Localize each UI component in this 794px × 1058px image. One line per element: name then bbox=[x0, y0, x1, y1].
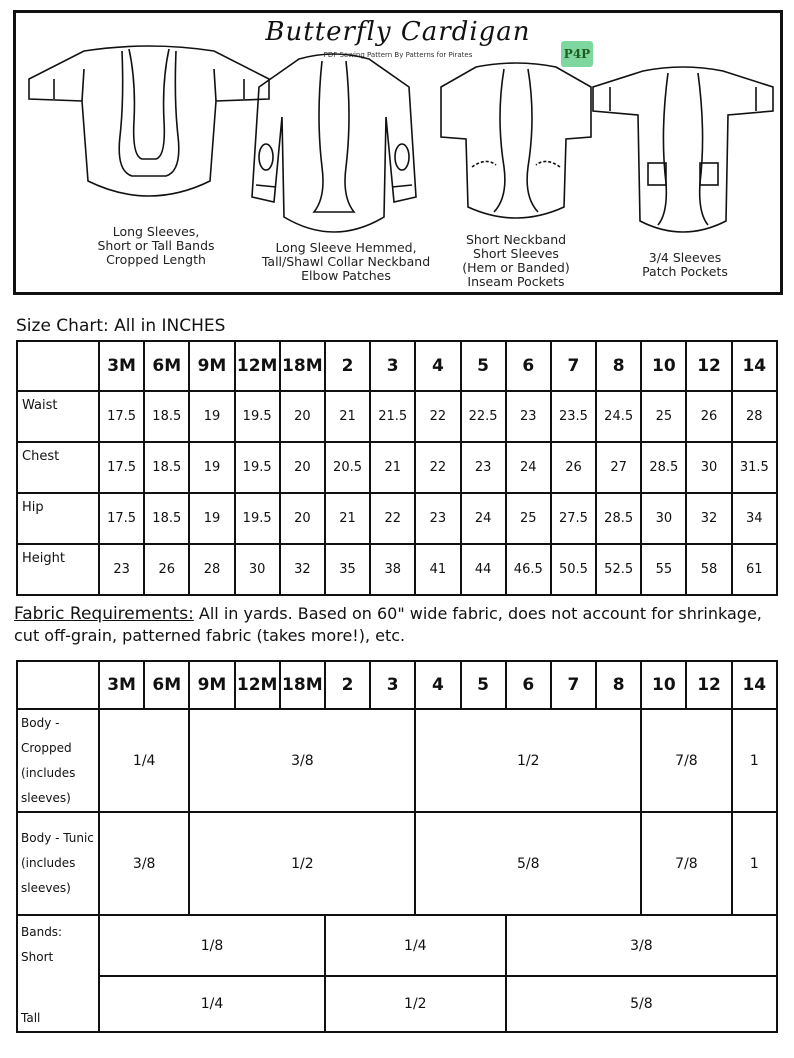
measure-cell: 24 bbox=[506, 442, 551, 493]
measure-cell: 30 bbox=[686, 442, 731, 493]
measure-cell: 32 bbox=[686, 493, 731, 544]
yardage-cell: 1/2 bbox=[325, 976, 506, 1032]
measure-cell: 23 bbox=[461, 442, 506, 493]
measure-cell: 22 bbox=[415, 391, 460, 442]
view-caption-1: Long Sleeves, Short or Tall Bands Cropped Length bbox=[97, 224, 215, 267]
measure-cell: 31.5 bbox=[732, 442, 777, 493]
measure-cell: 27.5 bbox=[551, 493, 596, 544]
measure-cell: 50.5 bbox=[551, 544, 596, 595]
measure-cell: 17.5 bbox=[99, 493, 144, 544]
yardage-cell: 7/8 bbox=[641, 812, 731, 915]
yardage-cell: 1 bbox=[732, 812, 777, 915]
size-header-cell: 10 bbox=[641, 661, 686, 709]
size-header-cell: 12M bbox=[235, 341, 280, 391]
logo-text: P4P bbox=[563, 47, 591, 61]
size-header-cell: 3M bbox=[99, 341, 144, 391]
bands-tall-label: Tall bbox=[21, 1011, 41, 1025]
measure-cell: 38 bbox=[370, 544, 415, 595]
body-tunic-row bbox=[17, 812, 777, 915]
size-header-cell: 6M bbox=[144, 661, 189, 709]
measure-cell: 20 bbox=[280, 391, 325, 442]
measure-cell: 55 bbox=[641, 544, 686, 595]
measure-cell: 19 bbox=[189, 442, 234, 493]
size-header-cell: 9M bbox=[189, 661, 234, 709]
fabric-requirements-heading bbox=[14, 603, 784, 647]
yardage-cell: 1 bbox=[732, 709, 777, 812]
hip-row bbox=[17, 493, 777, 544]
size-header-cell: 3 bbox=[370, 661, 415, 709]
size-header-cell: 10 bbox=[641, 341, 686, 391]
fabric-note: All in yards. Based on 60" wide fabric, does not account for shrinkage, cut off-grain, patterned fabric (takes more!), etc. bbox=[14, 604, 762, 645]
measure-cell: 18.5 bbox=[144, 493, 189, 544]
measure-cell: 30 bbox=[641, 493, 686, 544]
size-chart-heading: Size Chart: All in INCHES bbox=[16, 316, 226, 336]
measure-cell: 24 bbox=[461, 493, 506, 544]
bands-tall-row bbox=[17, 976, 777, 1032]
row-label-bands bbox=[17, 915, 99, 1032]
measure-cell: 28.5 bbox=[596, 493, 641, 544]
height-row bbox=[17, 544, 777, 595]
chest-row bbox=[17, 442, 777, 493]
yardage-cell: 3/8 bbox=[189, 709, 415, 812]
measure-cell: 23.5 bbox=[551, 391, 596, 442]
size-header-cell: 12M bbox=[235, 661, 280, 709]
size-header-cell: 12 bbox=[686, 661, 731, 709]
row-label-hip: Hip bbox=[17, 493, 99, 544]
yardage-cell: 7/8 bbox=[641, 709, 731, 812]
row-label-chest: Chest bbox=[17, 442, 99, 493]
measure-cell: 21 bbox=[325, 493, 370, 544]
measure-cell: 28 bbox=[189, 544, 234, 595]
yardage-cell: 1/4 bbox=[99, 976, 325, 1032]
measure-cell: 20 bbox=[280, 442, 325, 493]
cardigan-sketch-short-sleeves bbox=[436, 57, 596, 227]
measure-cell: 28 bbox=[732, 391, 777, 442]
measure-cell: 30 bbox=[235, 544, 280, 595]
measure-cell: 19.5 bbox=[235, 391, 280, 442]
measure-cell: 41 bbox=[415, 544, 460, 595]
measure-cell: 17.5 bbox=[99, 442, 144, 493]
measure-cell: 19.5 bbox=[235, 493, 280, 544]
size-header-cell: 18M bbox=[280, 341, 325, 391]
view-caption-3: Short Neckband Short Sleeves (Hem or Banded) Inseam Pockets bbox=[462, 232, 570, 289]
yardage-cell: 3/8 bbox=[99, 812, 189, 915]
row-label-body-cropped: Body - Cropped (includes sleeves) bbox=[17, 709, 99, 812]
measure-cell: 61 bbox=[732, 544, 777, 595]
measure-cell: 26 bbox=[551, 442, 596, 493]
size-header-cell: 5 bbox=[461, 341, 506, 391]
measure-cell: 46.5 bbox=[506, 544, 551, 595]
pattern-subtitle: PDF Sewing Pattern By Patterns for Pirates bbox=[323, 51, 473, 59]
size-header-cell: 9M bbox=[189, 341, 234, 391]
measure-cell: 27 bbox=[596, 442, 641, 493]
size-header-cell: 4 bbox=[415, 661, 460, 709]
measure-cell: 19 bbox=[189, 493, 234, 544]
measure-cell: 58 bbox=[686, 544, 731, 595]
measure-cell: 26 bbox=[144, 544, 189, 595]
size-header-cell: 6M bbox=[144, 341, 189, 391]
body-cropped-row bbox=[17, 709, 777, 812]
size-header-cell: 3M bbox=[99, 661, 144, 709]
measure-cell: 21 bbox=[370, 442, 415, 493]
fabric-size-header-row bbox=[17, 661, 777, 709]
size-header-cell: 8 bbox=[596, 341, 641, 391]
bands-label: Bands: bbox=[21, 925, 63, 939]
yardage-cell: 1/4 bbox=[99, 709, 189, 812]
measure-cell: 26 bbox=[686, 391, 731, 442]
fabric-heading-label: Fabric Requirements: bbox=[14, 604, 194, 624]
yardage-cell: 5/8 bbox=[415, 812, 641, 915]
view-caption-4: 3/4 Sleeves Patch Pockets bbox=[642, 250, 728, 279]
row-label-waist: Waist bbox=[17, 391, 99, 442]
size-header-cell: 18M bbox=[280, 661, 325, 709]
row-label-height: Height bbox=[17, 544, 99, 595]
size-header-cell: 6 bbox=[506, 341, 551, 391]
yardage-cell: 1/2 bbox=[415, 709, 641, 812]
cardigan-sketch-long-sleeves-cropped bbox=[24, 41, 274, 211]
bands-short-label: Short bbox=[21, 950, 54, 964]
size-header-cell: 6 bbox=[506, 661, 551, 709]
measure-cell: 18.5 bbox=[144, 391, 189, 442]
measure-cell: 19 bbox=[189, 391, 234, 442]
yardage-cell: 1/8 bbox=[99, 915, 325, 976]
pattern-title: Butterfly Cardigan bbox=[265, 17, 531, 47]
size-header-cell: 2 bbox=[325, 341, 370, 391]
yardage-cell: 1/2 bbox=[189, 812, 415, 915]
measure-cell: 52.5 bbox=[596, 544, 641, 595]
measure-cell: 18.5 bbox=[144, 442, 189, 493]
waist-row bbox=[17, 391, 777, 442]
size-header-row bbox=[17, 341, 777, 391]
measure-cell: 17.5 bbox=[99, 391, 144, 442]
measure-cell: 23 bbox=[506, 391, 551, 442]
row-label-body-tunic: Body - Tunic (includes sleeves) bbox=[17, 812, 99, 915]
size-header-cell: 12 bbox=[686, 341, 731, 391]
measure-cell: 22 bbox=[370, 493, 415, 544]
bands-short-row bbox=[17, 915, 777, 976]
measure-cell: 44 bbox=[461, 544, 506, 595]
measure-cell: 28.5 bbox=[641, 442, 686, 493]
measure-cell: 19.5 bbox=[235, 442, 280, 493]
cardigan-sketch-long-sleeve-hemmed bbox=[244, 47, 424, 247]
measure-cell: 20 bbox=[280, 493, 325, 544]
header-corner-cell bbox=[17, 341, 99, 391]
size-header-cell: 2 bbox=[325, 661, 370, 709]
measure-cell: 32 bbox=[280, 544, 325, 595]
fabric-requirements-table bbox=[16, 660, 778, 1033]
yardage-cell: 3/8 bbox=[506, 915, 777, 976]
view-caption-2: Long Sleeve Hemmed, Tall/Shawl Collar Neckband Elbow Patches bbox=[261, 240, 431, 283]
size-header-cell: 14 bbox=[732, 661, 777, 709]
size-chart-table bbox=[16, 340, 778, 596]
size-header-cell: 4 bbox=[415, 341, 460, 391]
measure-cell: 21.5 bbox=[370, 391, 415, 442]
measure-cell: 21 bbox=[325, 391, 370, 442]
yardage-cell: 1/4 bbox=[325, 915, 506, 976]
size-header-cell: 3 bbox=[370, 341, 415, 391]
size-header-cell: 14 bbox=[732, 341, 777, 391]
size-header-cell: 7 bbox=[551, 341, 596, 391]
yardage-cell: 5/8 bbox=[506, 976, 777, 1032]
header-corner-cell bbox=[17, 661, 99, 709]
cardigan-sketch-three-quarter-sleeves bbox=[588, 63, 778, 243]
size-header-cell: 7 bbox=[551, 661, 596, 709]
measure-cell: 22.5 bbox=[461, 391, 506, 442]
measure-cell: 25 bbox=[506, 493, 551, 544]
header-illustration bbox=[13, 10, 783, 295]
measure-cell: 24.5 bbox=[596, 391, 641, 442]
size-header-cell: 8 bbox=[596, 661, 641, 709]
measure-cell: 23 bbox=[415, 493, 460, 544]
measure-cell: 20.5 bbox=[325, 442, 370, 493]
size-header-cell: 5 bbox=[461, 661, 506, 709]
measure-cell: 35 bbox=[325, 544, 370, 595]
measure-cell: 22 bbox=[415, 442, 460, 493]
measure-cell: 34 bbox=[732, 493, 777, 544]
measure-cell: 23 bbox=[99, 544, 144, 595]
measure-cell: 25 bbox=[641, 391, 686, 442]
